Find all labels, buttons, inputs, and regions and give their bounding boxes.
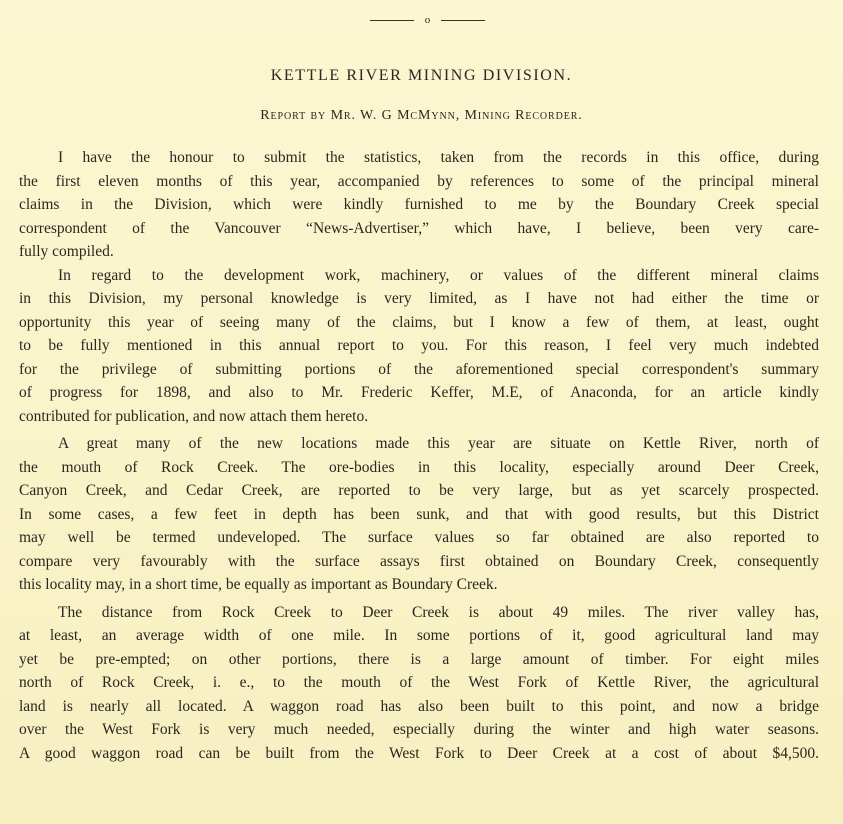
text-line: The distance from Rock Creek to Deer Creek is about 49 miles. The river valley has, (58, 603, 819, 621)
text-line: Canyon Creek, and Cedar Creek, are reported to be very large, but as yet scarcely prospected. (19, 482, 819, 499)
text-line: of progress for 1898, and also to Mr. Frederic Keffer, M.E, of Anaconda, for an article kindly (19, 384, 819, 401)
text-line: to be fully mentioned in this annual report to you. For this reason, I feel very much indebted (19, 337, 819, 354)
text-line: claims in the Division, which were kindly furnished to me by the Boundary Creek special (19, 196, 819, 213)
text-line: In regard to the development work, machinery, or values of the different mineral claims (58, 266, 819, 284)
text-line: over the West Fork is very much needed, especially during the winter and high water seasons. (19, 721, 819, 738)
text-line: in this Division, my personal knowledge is very limited, as I have not had either the time or (19, 290, 819, 307)
text-line: I have the honour to submit the statistics, taken from the records in this office, during (58, 149, 819, 166)
text-line: compare very favourably with the surface assays first obtained on Boundary Creek, consequently (19, 552, 819, 570)
text-line: the first eleven months of this year, accompanied by references to some of the principal mineral (19, 172, 819, 190)
paragraph-3 (19, 432, 819, 597)
text-line: for the privilege of submitting portions of the aforementioned special correspondent's summary (19, 360, 819, 378)
text-line: at least, an average width of one mile. In some portions of it, good agricultural land may (19, 627, 819, 644)
header-ornament (370, 14, 485, 28)
ornament-rule-left (370, 20, 414, 21)
text-line: land is nearly all located. A waggon road has also been built to this point, and now a bridge (19, 697, 819, 715)
text-line: this locality may, in a short time, be equally as important as Boundary Creek. (19, 576, 498, 593)
text-line: A great many of the new locations made this year are situate on Kettle River, north of (58, 435, 819, 452)
text-line: contributed for publication, and now attach them hereto. (19, 407, 369, 425)
text-line: opportunity this year of seeing many of the claims, but I know a few of them, at least, ought (19, 313, 819, 331)
paragraph-1 (19, 146, 819, 264)
ornament-rule-right (441, 20, 485, 21)
text-line: north of Rock Creek, i. e., to the mouth of the West Fork of Kettle River, the agricultural (19, 674, 819, 691)
text-line: correspondent of the Vancouver “News-Advertiser,” which have, I believe, been very care- (19, 219, 819, 237)
text-line: A good waggon road can be built from the West Fork to Deer Creek at a cost of about $4,500. (19, 744, 819, 762)
text-line: may well be termed undeveloped. The surface values so far obtained are also reported to (19, 529, 819, 546)
report-body (19, 146, 819, 765)
text-line: fully compiled. (19, 243, 114, 260)
report-byline: Report by Mr. W. G McMynn, Mining Recorder. (260, 108, 583, 123)
paragraph-2 (19, 264, 819, 429)
text-line: In some cases, a few feet in depth has been sunk, and that with good results, but this District (19, 505, 819, 523)
paragraph-4 (19, 601, 819, 766)
section-title: KETTLE RIVER MINING DIVISION. (270, 67, 573, 84)
text-line: the mouth of Rock Creek. The ore-bodies in this locality, especially around Deer Creek, (19, 458, 819, 476)
text-line: yet be pre-empted; on other portions, there is a large amount of timber. For eight miles (19, 650, 819, 668)
ornament-mark: o (424, 14, 431, 26)
